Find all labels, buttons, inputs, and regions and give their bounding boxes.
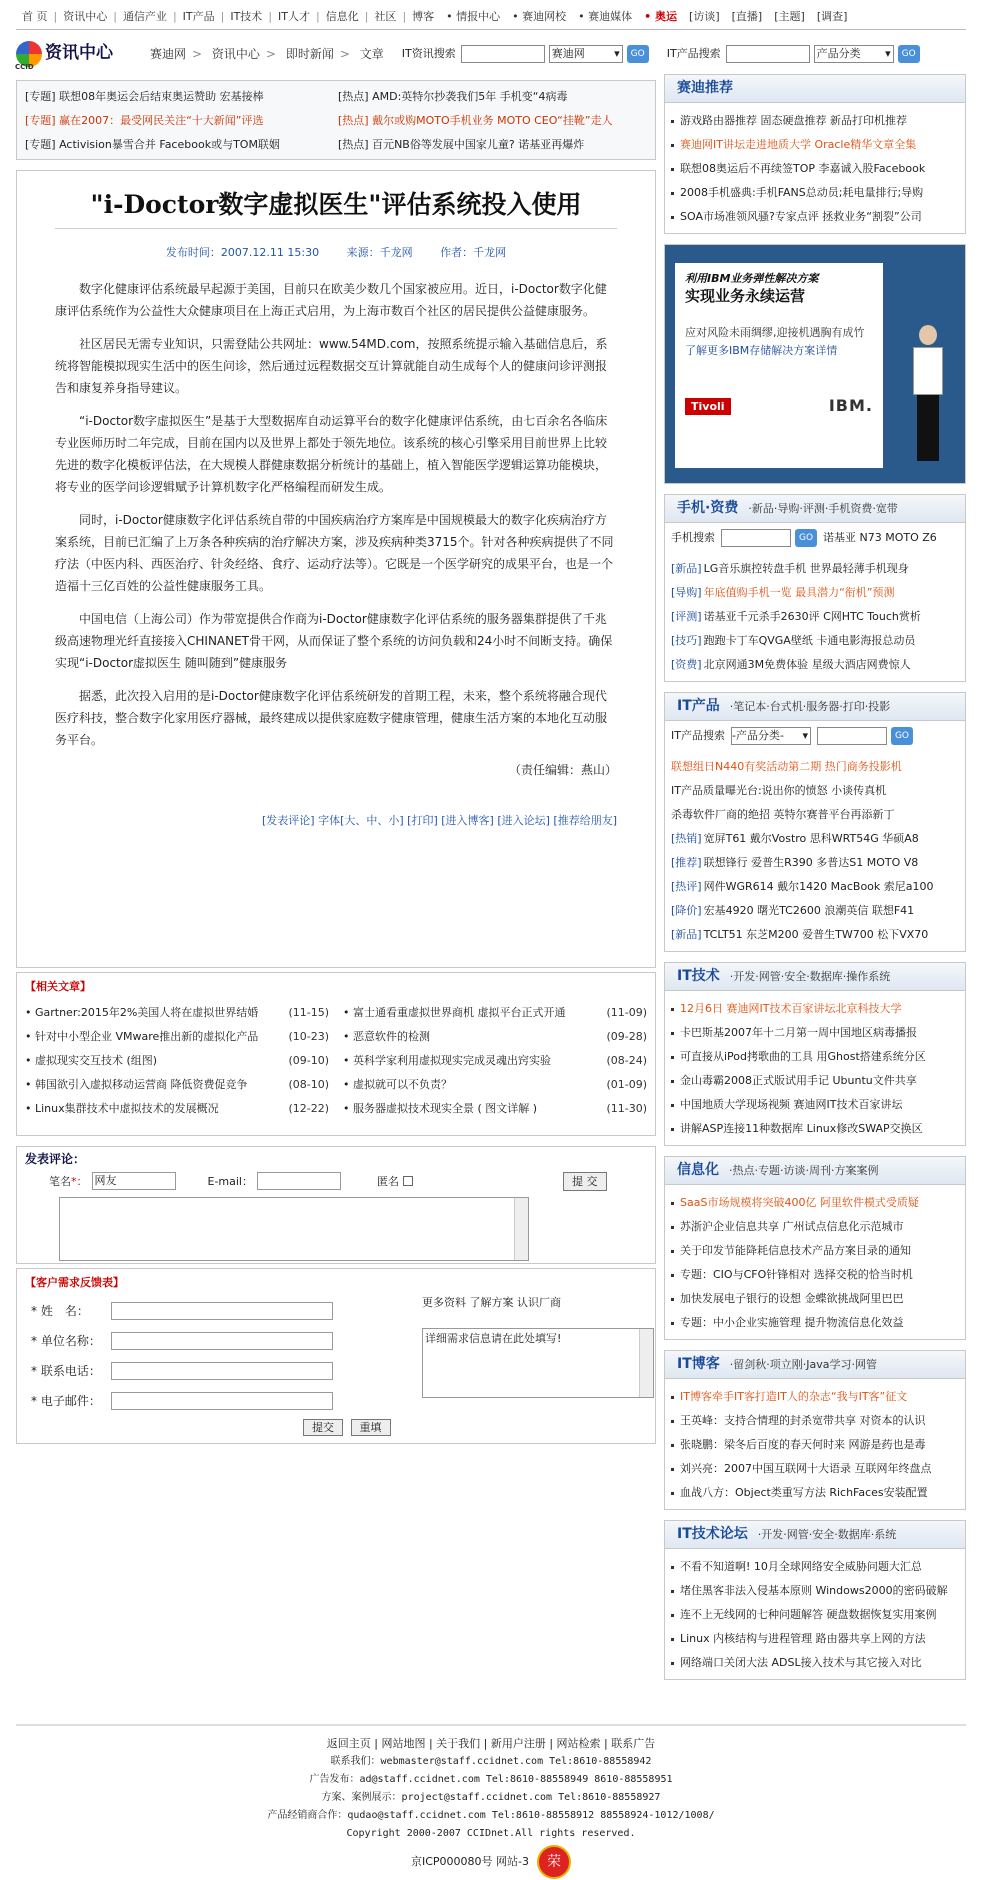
list-item[interactable] bbox=[671, 1045, 959, 1069]
related-article[interactable] bbox=[343, 1096, 647, 1120]
nav-item[interactable]: [直播] bbox=[731, 9, 763, 23]
email-input[interactable] bbox=[257, 1172, 341, 1190]
list-item-text[interactable]: 宽屏T61 戴尔Vostro 思科WRT54G 华硕A8 bbox=[703, 832, 919, 846]
informatization-panel: 信息化 ·热点·专题·访谈·周刊·方案案例 SaaS市场规模将突破400亿 阿里软件模式受质疑 苏浙沪企业信息共享 广州试点信息化示范城市 关于印发节能降耗信息技术产品方案目录的通知 专题：CIO与CFO针锋相对 选择交税的恰当时机 加快发展电子银行的设想 金蝶欲挑战阿里巴巴 专题：中小企业实施管理 提升物流信息化效益 bbox=[664, 1156, 966, 1340]
ibm-logo: IBM. bbox=[828, 396, 873, 415]
comment-form: 发表评论： 笔名 *： 网友 E-mail： 匿名 提 交 bbox=[16, 1146, 656, 1264]
list-item-text[interactable]: SOA市场准领风骚?专家点评 拯救业务“割裂”公司 bbox=[680, 210, 922, 224]
article-paragraph: 社区居民无需专业知识，只需登陆公共网址：www.54MD.com，按照系统提示输入基础信息后，系统将智能模拟现实生活中的医生问诊，然后通过远程数据交互计算就能自动生成每个人的健康问诊评测报告和康复养身指导建议。 bbox=[55, 337, 608, 396]
list-item-text[interactable]: LG音乐旗控转盘手机 世界最轻薄手机现身 bbox=[703, 562, 909, 576]
footer-dealers: 产品经销商合作：qudao@staff.ccidnet.com Tel:8610-88558912 88558924-1012/1008/ bbox=[267, 1810, 715, 1822]
item-tag[interactable]: [技巧] bbox=[671, 634, 702, 648]
related-title: 【相关文章】 bbox=[25, 980, 91, 993]
list-item[interactable] bbox=[671, 1311, 959, 1335]
article-paragraph: 数字化健康评估系统最早起源于美国，目前只在欧美少数几个国家被应用。近日，i-Doctor数字化健康评估系统作为公益性大众健康项目在上海正式启用，为上海市数百个社区的居民提供公益健康服务。 bbox=[55, 282, 607, 319]
nav-item[interactable]: 资讯中心 bbox=[63, 9, 108, 23]
item-tag[interactable]: [热销] bbox=[671, 832, 702, 846]
bullet-icon bbox=[671, 1298, 674, 1301]
related-article-title[interactable]: • 服务器虚拟技术现实全景 ( 图文详解 ) bbox=[343, 1101, 538, 1115]
related-article[interactable] bbox=[343, 1024, 647, 1048]
feedback-reset-button[interactable]: 重填 bbox=[351, 1419, 391, 1436]
bullet-icon bbox=[671, 120, 674, 123]
it-product-panel: IT产品 ·笔记本·台式机·服务器·打印·投影 IT产品搜索 -产品分类- ▾ GO 联想组日N440有奖活动第二期 热门商务投影机 IT产品质量曝光台:说出你的愤怒 小谈传真机 杀毒软件厂商的绝招 英特尔赛普平台再添新丁 [热销] 宽屏T61 戴尔Vostro 思科WRT54G 华硕A8 [推荐] 联想锋行 爱普生R390 多普达S1 MOTO V8 [热评] 网件WGR614 戴尔1420 MacBook 索尼a100 [降价] 宏基4920 曙光TC2600 浪潮英信 联想F41 [新品] TCLT51 东芝M200 爱普生TW700 松下VX70 bbox=[664, 692, 966, 952]
nav-item[interactable]: • 赛迪网校 bbox=[512, 9, 567, 23]
article-meta bbox=[55, 245, 617, 260]
comment-title: 发表评论： bbox=[25, 1152, 86, 1166]
anonymous-checkbox[interactable] bbox=[403, 1176, 413, 1186]
list-item[interactable] bbox=[671, 653, 959, 677]
article-author: 作者：千龙网 bbox=[440, 246, 507, 259]
news-search-input[interactable] bbox=[461, 45, 545, 63]
bullet-icon bbox=[671, 1080, 674, 1083]
nav-separator: | bbox=[53, 9, 58, 23]
nav-item[interactable]: IT产品 bbox=[182, 9, 215, 23]
comment-textarea[interactable] bbox=[59, 1197, 529, 1261]
top-navigation bbox=[16, 4, 966, 30]
nickname-input[interactable]: 网友 bbox=[92, 1172, 176, 1190]
footer-projects: 方案、案例展示：project@staff.ccidnet.com Tel:8610-88558927 bbox=[321, 1792, 661, 1804]
hot-link[interactable]: [专题] Activision暴雪合并 Facebook或与TOM联姻 bbox=[25, 138, 280, 152]
list-item-text[interactable]: 网件WGR614 戴尔1420 MacBook 索尼a100 bbox=[703, 880, 934, 894]
list-item[interactable] bbox=[671, 1215, 959, 1239]
footer-ads: 广告发布：ad@staff.ccidnet.com Tel:8610-88558949 8610-88558951 bbox=[309, 1774, 673, 1786]
list-item[interactable] bbox=[671, 557, 959, 581]
list-item[interactable] bbox=[671, 1481, 959, 1505]
item-tag[interactable]: [导购] bbox=[671, 586, 702, 600]
news-search-button[interactable]: GO bbox=[627, 45, 649, 63]
saidi-recommend-panel: 赛迪推荐 游戏路由器推荐 固态硬盘推荐 新品打印机推荐 赛迪网IT讲坛走进地质大学 Oracle精华文章全集 联想08奥运后不再续签TOP 李嘉诚入股Facebook 2008手机盛典:手机FANS总动员;耗电量排行;导购 SOA市场准领风骚?专家点评 拯救业务“割裂”公司 bbox=[664, 74, 966, 234]
list-item-text[interactable]: 中国地质大学现场视频 赛迪网IT技术百家讲坛 bbox=[680, 1098, 903, 1112]
bullet-icon bbox=[671, 144, 674, 147]
nav-item[interactable]: [访谈] bbox=[689, 9, 720, 23]
footer bbox=[16, 1724, 966, 1874]
list-item[interactable] bbox=[671, 1555, 959, 1579]
scrollbar[interactable] bbox=[639, 1329, 653, 1397]
related-article-title[interactable]: • 针对中小型企业 VMware推出新的虚拟化产品 bbox=[25, 1029, 259, 1043]
list-item-text[interactable]: 诺基亚千元杀手2630评 C网HTC Touch赏析 bbox=[703, 610, 921, 624]
list-item[interactable] bbox=[671, 109, 959, 133]
bullet-icon bbox=[671, 1104, 674, 1107]
nav-separator: | bbox=[268, 9, 273, 23]
breadcrumb-instant[interactable]: 即时新闻 bbox=[285, 46, 334, 61]
list-item-text[interactable]: 不看不知道啊! 10月全球网络安全威胁问题大汇总 bbox=[680, 1560, 922, 1574]
list-item[interactable] bbox=[671, 1191, 959, 1215]
list-item[interactable] bbox=[671, 1021, 959, 1045]
bullet-icon bbox=[671, 1202, 674, 1205]
list-item-text[interactable]: 2008手机盛典:手机FANS总动员;耗电量排行;导购 bbox=[680, 186, 924, 200]
list-item-text[interactable]: 王英峰：支持合情理的封杀宽带共享 对资本的认识 bbox=[680, 1414, 926, 1428]
bullet-icon bbox=[671, 1492, 674, 1495]
nav-separator: | bbox=[220, 9, 225, 23]
bullet-icon bbox=[671, 1420, 674, 1423]
comment-submit-button[interactable]: 提 交 bbox=[563, 1172, 607, 1191]
bullet-icon bbox=[671, 192, 674, 195]
list-item[interactable] bbox=[671, 1457, 959, 1481]
related-article-title[interactable]: • 恶意软件的检测 bbox=[343, 1029, 430, 1043]
related-article-title[interactable]: • 富士通看重虚拟世界商机 虚拟平台正式开通 bbox=[343, 1005, 566, 1019]
person-image bbox=[913, 325, 943, 475]
it-product-search-input[interactable] bbox=[817, 727, 887, 745]
feedback-form: 【客户需求反馈表】 * 姓 名： * 单位名称： * 联系电话： * 电子邮件： 提交 重填 更多资料 了解方案 认识厂商 详细需求信息请在此处填写! bbox=[16, 1268, 656, 1444]
nav-separator: | bbox=[364, 9, 369, 23]
product-category-select[interactable]: 产品分类 ▾ bbox=[814, 45, 894, 63]
list-item-text[interactable]: 专题：中小企业实施管理 提升物流信息化效益 bbox=[680, 1316, 904, 1330]
feedback-submit-button[interactable]: 提交 bbox=[303, 1419, 343, 1436]
list-item[interactable] bbox=[671, 899, 959, 923]
nav-item[interactable]: 社区 bbox=[374, 9, 397, 23]
related-article[interactable] bbox=[25, 1048, 329, 1072]
article-source: 来源：千龙网 bbox=[346, 246, 413, 259]
seal-icon[interactable]: 荣 bbox=[537, 1845, 571, 1879]
related-article-date: (09-10) bbox=[288, 1053, 329, 1067]
news-search-select[interactable]: 赛迪网 ▾ bbox=[549, 45, 623, 63]
ibm-ad[interactable]: 利用IBM业务弹性解决方案 实现业务永续运营 应对风险未雨绸缪,迎接机遇胸有成竹 了解更多IBM存储解决方案详情 Tivoli IBM. bbox=[664, 244, 966, 484]
list-item[interactable] bbox=[671, 827, 959, 851]
bullet-icon bbox=[671, 1638, 674, 1641]
hot-link[interactable]: [热点] 百元NB俗等发展中国家儿童? 诺基亚再爆炸 bbox=[338, 138, 585, 152]
list-item-text[interactable]: 联想锋行 爱普生R390 多普达S1 MOTO V8 bbox=[703, 856, 919, 870]
nav-separator: | bbox=[316, 9, 320, 23]
feedback-title: 【客户需求反馈表】 bbox=[25, 1276, 124, 1289]
company-input[interactable] bbox=[111, 1332, 333, 1350]
hot-topics bbox=[16, 80, 656, 160]
related-article[interactable] bbox=[343, 1048, 647, 1072]
list-item-text[interactable]: 联想08奥运后不再续签TOP 李嘉诚入股Facebook bbox=[680, 162, 926, 176]
list-item-text[interactable]: 堵住黑客非法入侵基本原则 Windows2000的密码破解 bbox=[680, 1584, 948, 1598]
list-item[interactable] bbox=[671, 1117, 959, 1141]
bullet-icon bbox=[671, 1250, 674, 1253]
list-item[interactable] bbox=[671, 1651, 959, 1675]
breadcrumb: 赛迪网 > 资讯中心 > 即时新闻 > 文章 bbox=[150, 46, 384, 61]
list-item-text[interactable]: 北京网通3M免费体验 星级大酒店网费惊人 bbox=[703, 658, 911, 672]
logo[interactable]: CCID 资讯中心 bbox=[16, 41, 136, 67]
news-search: IT资讯搜索 赛迪网 ▾ GO bbox=[402, 45, 649, 63]
related-article-date: (11-09) bbox=[606, 1005, 647, 1019]
list-item-text[interactable]: 跑跑卡丁车QVGA壁纸 卡通电影海报总动员 bbox=[703, 634, 916, 648]
list-item[interactable] bbox=[671, 1093, 959, 1117]
nav-item[interactable]: IT人才 bbox=[278, 9, 310, 23]
copyright: Copyright 2000-2007 CCIDnet.All rights reserved. bbox=[346, 1828, 636, 1840]
it-blog-panel: IT博客 ·留剑秋·项立刚·Java学习·网管 IT博客牵手IT客打造IT人的杂志“我与IT客”征文 王英峰：支持合情理的封杀宽带共享 对资本的认识 张晓鹏：梁冬后百度的春天何时来 网游是药也是毒 刘兴亮：2007中国互联网十大语录 互联网年终盘点 血战八方：Object类重写方法 RichFaces安装配置 bbox=[664, 1350, 966, 1510]
email-input-2[interactable] bbox=[111, 1392, 333, 1410]
article-paragraph: “i-Doctor数字虚拟医生”是基于大型数据库自动运算平台的数字化健康评估系统，由七百余名各临床专业医师历时二年完成，目前在国内以及世界上都处于领先地位。该系统的核心引擎采用目前世界上比较先进的数字化模板评估法，在大规模人群健康数据分析统计的基础上，植入智能医学逻辑运算功能模块，将专业的医学问诊逻辑赋予计算机数字化严格编程而研发生成。 bbox=[55, 414, 608, 495]
article-tools[interactable]: [发表评论] 字体[大、中、小] [打印] [进入博客] [进入论坛] [推荐给朋友] bbox=[262, 814, 617, 828]
related-article-title[interactable]: • Gartner:2015年2%美国人将在虚拟世界结婚 bbox=[25, 1005, 259, 1019]
nav-item[interactable]: IT技术 bbox=[230, 9, 263, 23]
item-tag[interactable]: [新品] bbox=[671, 928, 702, 942]
bullet-icon bbox=[671, 1032, 674, 1035]
list-item-text[interactable]: 年底值购手机一览 最具潜力“衔机”预测 bbox=[703, 586, 895, 600]
nav-separator: | bbox=[402, 9, 407, 23]
nav-item[interactable]: • 情报中心 bbox=[446, 9, 501, 23]
footer-links[interactable]: 返回主页 | 网站地图 | 关于我们 | 新用户注册 | 网站检索 | 联系广告 bbox=[326, 1737, 656, 1750]
phone-search-input[interactable] bbox=[721, 529, 791, 547]
it-tech-panel: IT技术 ·开发·网管·安全·数据库·操作系统 12月6日 赛迪网IT技术百家讲坛北京科技大学 卡巴斯基2007年十二月第一周中国地区病毒播报 可直接从iPod拷歌曲的工具 用Ghost搭建系统分区 金山毒霸2008正式版试用手记 Ubuntu文件共享 中国地质大学现场视频 赛迪网IT技术百家讲坛 讲解ASP连接11种数据库 Linux修改SWAP交换区 bbox=[664, 962, 966, 1146]
bullet-icon bbox=[671, 168, 674, 171]
tivoli-logo: Tivoli bbox=[685, 398, 731, 415]
list-item[interactable] bbox=[671, 629, 959, 653]
list-item[interactable] bbox=[671, 1239, 959, 1263]
list-item[interactable] bbox=[671, 1287, 959, 1311]
icp-number: 京ICP000080号 网站-3 bbox=[410, 1855, 529, 1869]
related-article-title[interactable]: • 韩国欲引入虚拟移动运营商 降低资费促竞争 bbox=[25, 1077, 248, 1091]
related-article[interactable] bbox=[25, 1096, 329, 1120]
related-article-date: (11-15) bbox=[288, 1005, 329, 1019]
list-item[interactable] bbox=[671, 997, 959, 1021]
breadcrumb-news[interactable]: 资讯中心 bbox=[211, 46, 260, 61]
list-item-text[interactable]: 网络端口关闭大法 ADSL接入技术与其它接入对比 bbox=[680, 1656, 922, 1670]
list-item[interactable] bbox=[671, 1627, 959, 1651]
hot-link[interactable]: [专题] 联想08年奥运会后结束奥运赞助 宏基接棒 bbox=[25, 90, 264, 104]
related-article-date: (08-10) bbox=[288, 1077, 329, 1091]
bullet-icon bbox=[671, 1128, 674, 1131]
related-article-date: (01-09) bbox=[606, 1077, 647, 1091]
phone-input[interactable] bbox=[111, 1362, 333, 1380]
item-tag[interactable]: [资费] bbox=[671, 658, 702, 672]
related-article[interactable] bbox=[25, 1072, 329, 1096]
it-product-search-button[interactable]: GO bbox=[891, 727, 913, 745]
list-item-text[interactable]: 苏浙沪企业信息共享 广州试点信息化示范城市 bbox=[680, 1220, 904, 1234]
list-item-text[interactable]: SaaS市场规模将突破400亿 阿里软件模式受质疑 bbox=[680, 1196, 919, 1210]
list-item[interactable] bbox=[671, 181, 959, 205]
bullet-icon bbox=[671, 1008, 674, 1011]
phone-panel: 手机·资费 ·新品·导购·评测·手机资费·宽带 手机搜索 GO 诺基亚 N73 MOTO Z6 [新品] LG音乐旗控转盘手机 世界最轻薄手机现身 [导购] 年底值购手机一览 最具潜力“衔机”预测 [评测] 诺基亚千元杀手2630评 C网HTC Touch赏析 [技巧] 跑跑卡丁车QVGA壁纸 卡通电影海报总动员 [资费] 北京网通3M免费体验 星级大酒店网费惊人 bbox=[664, 494, 966, 682]
list-item[interactable]: IT产品质量曝光台:说出你的愤怒 小谈传真机 bbox=[671, 784, 887, 798]
bullet-icon bbox=[671, 1614, 674, 1617]
item-tag[interactable]: [热评] bbox=[671, 880, 702, 894]
list-item[interactable] bbox=[671, 205, 959, 229]
list-item[interactable] bbox=[671, 157, 959, 181]
bullet-icon bbox=[671, 1396, 674, 1399]
list-item[interactable] bbox=[671, 1263, 959, 1287]
bullet-icon bbox=[671, 1444, 674, 1447]
related-article[interactable] bbox=[25, 1024, 329, 1048]
bullet-icon bbox=[671, 1322, 674, 1325]
name-input[interactable] bbox=[111, 1302, 333, 1320]
breadcrumb-current: 文章 bbox=[359, 46, 384, 61]
header bbox=[16, 34, 966, 74]
nav-separator: | bbox=[113, 9, 117, 23]
article bbox=[16, 170, 656, 968]
scrollbar[interactable] bbox=[514, 1198, 528, 1260]
list-item-text[interactable]: 赛迪网IT讲坛走进地质大学 Oracle精华文章全集 bbox=[680, 138, 917, 152]
bullet-icon bbox=[671, 1226, 674, 1229]
list-item[interactable] bbox=[671, 1385, 959, 1409]
right-sidebar bbox=[664, 74, 966, 1690]
list-item[interactable] bbox=[671, 1409, 959, 1433]
list-item[interactable] bbox=[671, 923, 959, 947]
list-item[interactable] bbox=[671, 851, 959, 875]
product-search-input[interactable] bbox=[726, 45, 810, 63]
related-article-title[interactable]: • 虚拟就可以不负责？ bbox=[343, 1077, 452, 1091]
related-article[interactable] bbox=[343, 1072, 647, 1096]
list-item-text[interactable]: 关于印发节能降耗信息技术产品方案目录的通知 bbox=[680, 1244, 911, 1258]
list-item-text[interactable]: 加快发展电子银行的设想 金蝶欲挑战阿里巴巴 bbox=[680, 1292, 904, 1306]
article-title: "i-Doctor数字虚拟医生"评估系统投入使用 bbox=[55, 179, 617, 229]
list-item[interactable]: 杀毒软件厂商的绝招 英特尔赛普平台再添新丁 bbox=[671, 808, 895, 822]
nav-item[interactable]: 首 页 bbox=[22, 9, 48, 23]
list-item-text[interactable]: Linux 内核结构与进程管理 路由器共享上网的方法 bbox=[680, 1632, 926, 1646]
list-item-text[interactable]: 12月6日 赛迪网IT技术百家讲坛北京科技大学 bbox=[680, 1002, 902, 1016]
related-article-date: (11-30) bbox=[606, 1101, 647, 1115]
list-item-text[interactable]: 讲解ASP连接11种数据库 Linux修改SWAP交换区 bbox=[680, 1122, 923, 1136]
bullet-icon bbox=[671, 1662, 674, 1665]
article-paragraph: 同时，i-Doctor健康数字化评估系统自带的中国疾病治疗方案库是中国规模最大的数字化疾病治疗方案系统，目前已汇编了上万条各种疾病的治疗解决方案，涉及疾病种类3715个。针对各种疾病提供了不同疗法（中医内科、西医治疗、针灸经络、食疗、运动疗法等）。它既是一个医学研究的成果平台，也是一个造福十三亿百姓的公益性健康服务工具。 bbox=[55, 513, 614, 594]
article-paragraph: 据悉，此次投入启用的是i-Doctor健康数字化评估系统研发的首期工程，未来，整个系统将融合现代医疗科技，整合数字化家用医疗器械，最终建成以提供家庭数字健康管理，健康生活方案的本地化互动服务平台。 bbox=[55, 689, 608, 748]
it-forum-panel: IT技术论坛 ·开发·网管·安全·数据库·系统 不看不知道啊! 10月全球网络安全威胁问题大汇总 堵住黑客非法入侵基本原则 Windows2000的密码破解 连不上无线网的七种问题解答 硬盘数据恢复实用案例 Linux 内核结构与进程管理 路由器共享上网的方法 网络端口关闭大法 ADSL接入技术与其它接入对比 bbox=[664, 1520, 966, 1680]
list-item[interactable] bbox=[671, 1069, 959, 1093]
product-search-button[interactable]: GO bbox=[898, 45, 920, 63]
list-item-text[interactable]: 连不上无线网的七种问题解答 硬盘数据恢复实用案例 bbox=[680, 1608, 937, 1622]
phone-search-button[interactable]: GO bbox=[795, 529, 817, 547]
related-article-date: (12-22) bbox=[288, 1101, 329, 1115]
list-item-text[interactable]: 张晓鹏：梁冬后百度的春天何时来 网游是药也是毒 bbox=[680, 1438, 926, 1452]
item-tag[interactable]: [降价] bbox=[671, 904, 702, 918]
footer-contact: 联系我们：webmaster@staff.ccidnet.com Tel:8610-88558942 bbox=[330, 1756, 652, 1768]
product-search: IT产品搜索 产品分类 ▾ GO bbox=[667, 45, 920, 63]
it-product-category-select[interactable]: -产品分类- ▾ bbox=[731, 727, 811, 745]
bullet-icon bbox=[671, 1274, 674, 1277]
hot-link[interactable]: [专题] 赢在2007：最受网民关注“十大新闻”评选 bbox=[25, 114, 264, 128]
article-time: 发布时间：2007.12.11 15:30 bbox=[165, 246, 320, 259]
list-item[interactable] bbox=[671, 875, 959, 899]
list-item-text[interactable]: 专题：CIO与CFO针锋相对 选择交税的恰当时机 bbox=[680, 1268, 913, 1282]
list-item-text[interactable]: 金山毒霸2008正式版试用手记 Ubuntu文件共享 bbox=[680, 1074, 917, 1088]
nav-item[interactable]: 博客 bbox=[412, 9, 435, 23]
list-item-text[interactable]: 可直接从iPod拷歌曲的工具 用Ghost搭建系统分区 bbox=[680, 1050, 926, 1064]
list-item-text[interactable]: TCLT51 东芝M200 爱普生TW700 松下VX70 bbox=[703, 928, 929, 942]
feedback-checkboxes[interactable]: 更多资料 了解方案 认识厂商 bbox=[422, 1296, 561, 1309]
related-article-date: (10-23) bbox=[288, 1029, 329, 1043]
item-tag[interactable]: [推荐] bbox=[671, 856, 702, 870]
list-item[interactable]: 联想组日N440有奖活动第二期 热门商务投影机 bbox=[671, 760, 902, 774]
list-item[interactable] bbox=[671, 1433, 959, 1457]
list-item-text[interactable]: 血战八方：Object类重写方法 RichFaces安装配置 bbox=[680, 1486, 928, 1500]
article-paragraph: 中国电信（上海公司）作为带宽提供合作商为i-Doctor健康数字化评估系统的服务器集群提供了千兆级高速物理光纤直接接入CHINANET骨干网，从而保证了整个系统的访问负载和24小时不间断支持。确保实现“i-Doctor虚拟医生 随叫随到”健康服务 bbox=[55, 612, 613, 671]
related-article-date: (08-24) bbox=[606, 1053, 647, 1067]
nav-item[interactable]: 通信产业 bbox=[122, 9, 167, 23]
bullet-icon bbox=[671, 1590, 674, 1593]
list-item[interactable] bbox=[671, 1579, 959, 1603]
related-article-title[interactable]: • 英科学家利用虚拟现实完成灵魂出窍实验 bbox=[343, 1053, 551, 1067]
nav-item[interactable]: 信息化 bbox=[325, 9, 359, 23]
list-item-text[interactable]: 刘兴亮：2007中国互联网十大语录 互联网年终盘点 bbox=[680, 1462, 932, 1476]
breadcrumb-saidi[interactable]: 赛迪网 bbox=[150, 46, 187, 61]
item-tag[interactable]: [新品] bbox=[671, 562, 702, 576]
list-item[interactable] bbox=[671, 1603, 959, 1627]
bullet-icon bbox=[671, 1566, 674, 1569]
list-item-text[interactable]: 卡巴斯基2007年十二月第一周中国地区病毒播报 bbox=[680, 1026, 917, 1040]
bullet-icon bbox=[671, 1468, 674, 1471]
list-item[interactable] bbox=[671, 605, 959, 629]
related-article[interactable] bbox=[343, 1000, 647, 1024]
article-editor: （责任编辑：燕山） bbox=[508, 763, 617, 778]
bullet-icon bbox=[671, 1056, 674, 1059]
hot-link[interactable]: [热点] AMD:英特尔抄袭我们5年 手机变“4病毒 bbox=[338, 90, 568, 104]
related-articles bbox=[16, 972, 656, 1136]
ccid-logo-icon: CCID bbox=[16, 41, 42, 67]
related-article-title[interactable]: • Linux集群技术中虚拟技术的发展概况 bbox=[25, 1101, 219, 1115]
nav-item[interactable]: • 赛迪媒体 bbox=[578, 9, 633, 23]
feedback-textarea[interactable]: 详细需求信息请在此处填写! bbox=[422, 1328, 654, 1398]
list-item-text[interactable]: 游戏路由器推荐 固态硬盘推荐 新品打印机推荐 bbox=[680, 114, 907, 128]
nav-item[interactable]: [主题] bbox=[774, 9, 805, 23]
list-item-text[interactable]: IT博客牵手IT客打造IT人的杂志“我与IT客”征文 bbox=[680, 1390, 908, 1404]
bullet-icon bbox=[671, 216, 674, 219]
list-item[interactable] bbox=[671, 133, 959, 157]
list-item[interactable] bbox=[671, 581, 959, 605]
related-article-title[interactable]: • 虚拟现实交互技术 (组图) bbox=[25, 1053, 158, 1067]
list-item-text[interactable]: 宏基4920 曙光TC2600 浪潮英信 联想F41 bbox=[703, 904, 915, 918]
nav-item[interactable]: • 奥运 bbox=[644, 9, 678, 23]
hot-link[interactable]: [热点] 戴尔或购MOTO手机业务 MOTO CEO“挂靴”走人 bbox=[338, 114, 613, 128]
related-article-date: (09-28) bbox=[606, 1029, 647, 1043]
item-tag[interactable]: [评测] bbox=[671, 610, 702, 624]
related-article[interactable] bbox=[25, 1000, 329, 1024]
nav-separator: | bbox=[172, 9, 177, 23]
nav-item[interactable]: [调查] bbox=[816, 9, 848, 23]
